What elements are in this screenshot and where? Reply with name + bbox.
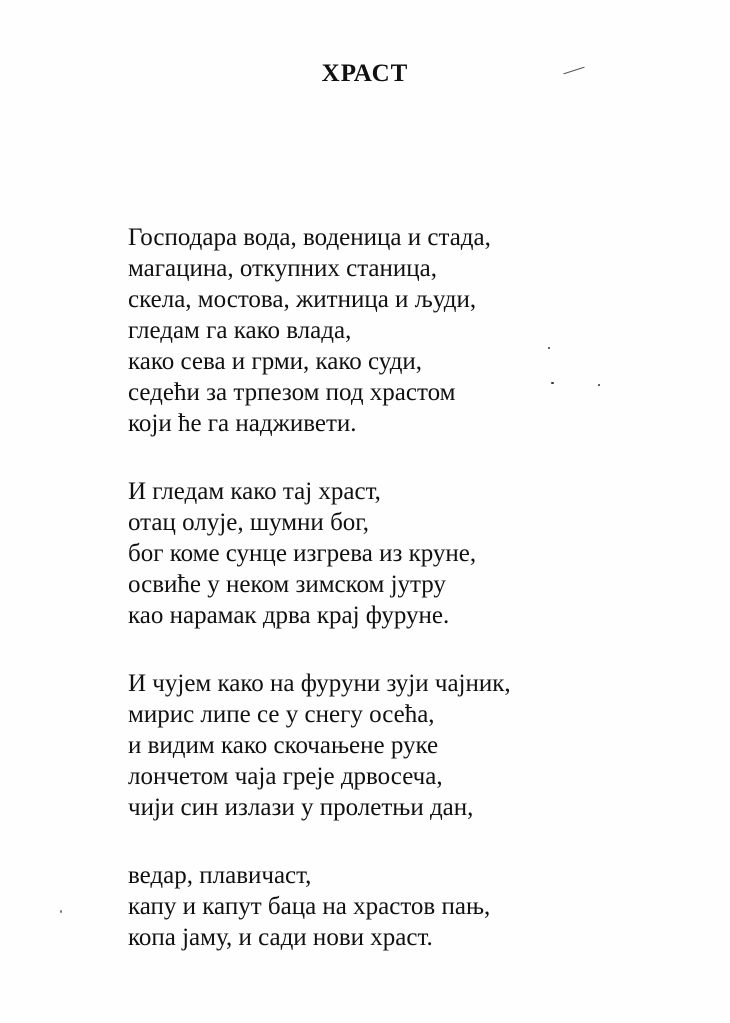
poem-title: ХРАСТ bbox=[321, 60, 409, 87]
stanza-3 bbox=[128, 668, 718, 823]
stanza-4 bbox=[128, 860, 718, 953]
poem-line: И гледам како тај храст, bbox=[128, 478, 381, 505]
poem-line: копа јаму, и сади нови храст. bbox=[128, 924, 433, 951]
poem-line: отац олује, шумни бог, bbox=[128, 509, 369, 536]
poem-line: И чујем како на фуруни зуји чајник, bbox=[128, 670, 511, 697]
scan-speck bbox=[60, 910, 62, 913]
poem-line: Господара вода, воденица и стада, bbox=[128, 224, 491, 251]
stanza-1 bbox=[128, 222, 718, 439]
poem-line: ведар, плавичаст, bbox=[128, 862, 312, 889]
poem-line: капу и капут баца на храстов пањ, bbox=[128, 893, 491, 920]
poem-line: чији син излази у пролетњи дан, bbox=[128, 794, 474, 821]
poem-line: који ће га надживети. bbox=[128, 410, 357, 437]
poem-line: како сева и грми, како суди, bbox=[128, 348, 423, 375]
stanza-2 bbox=[128, 476, 718, 631]
poem-line: бог коме сунце изгрева из круне, bbox=[128, 540, 477, 567]
poem-line: мирис липе се у снегу осећа, bbox=[128, 701, 435, 728]
poem-line: гледам га како влада, bbox=[128, 317, 352, 344]
poem-line: скела, мостова, житница и људи, bbox=[128, 286, 477, 313]
poem-line: и видим како скочањене руке bbox=[128, 732, 439, 759]
poem-line: седећи за трпезом под храстом bbox=[128, 379, 456, 406]
poem-body bbox=[128, 222, 718, 990]
poem-line: магацина, откупних станица, bbox=[128, 255, 438, 282]
poem-line: лончетом чаја греје дрвосеча, bbox=[128, 763, 443, 790]
poem-line: као нарамак дрва крај фуруне. bbox=[128, 602, 450, 629]
poem-line: освиће у неком зимском јутру bbox=[128, 571, 446, 598]
